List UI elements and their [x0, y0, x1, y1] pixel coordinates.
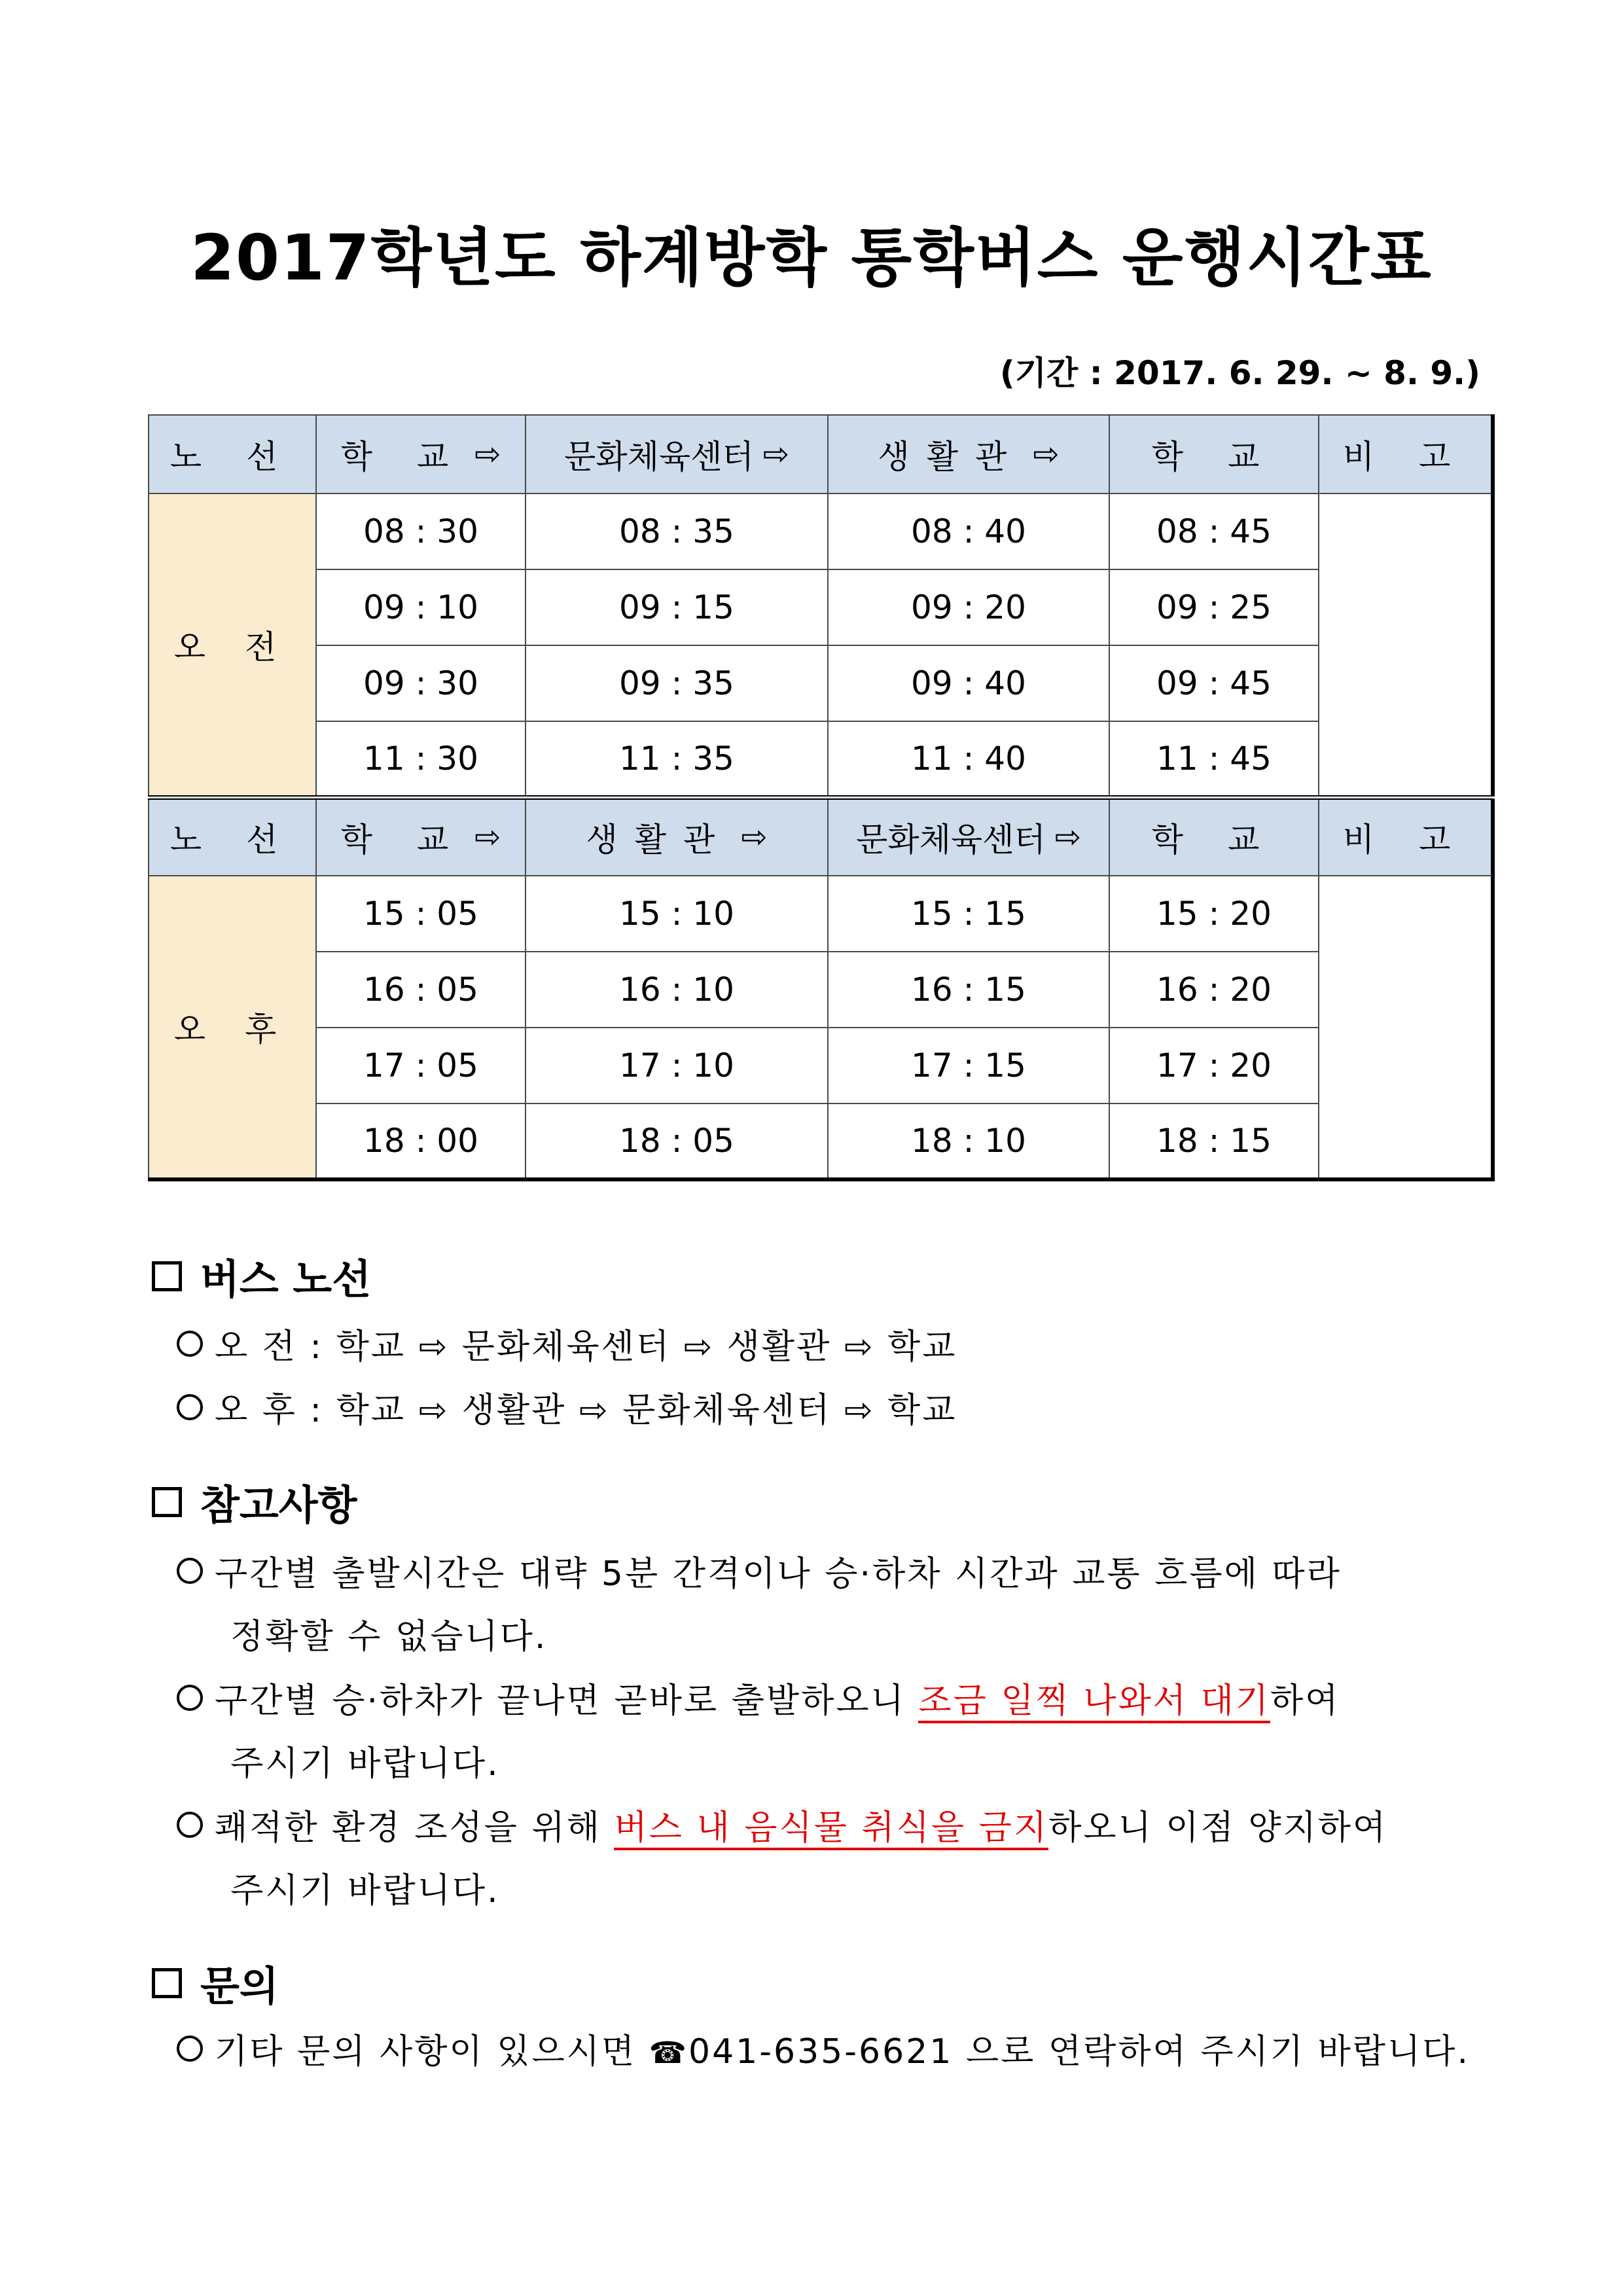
morning-remarks	[1319, 493, 1493, 797]
time-cell: 15 : 10	[526, 876, 828, 952]
schedule-table	[148, 414, 1495, 1181]
time-cell: 16 : 10	[526, 952, 828, 1028]
bullet-circle-icon	[177, 1331, 203, 1357]
time-cell: 15 : 05	[316, 876, 526, 952]
table-row	[149, 721, 1493, 797]
time-cell: 11 : 30	[316, 721, 526, 797]
time-cell: 18 : 05	[526, 1103, 828, 1179]
afternoon-label: 오 후	[149, 876, 316, 1179]
header-stop-1: 학 교 ⇨	[316, 415, 526, 493]
header-route: 노 선	[149, 415, 316, 493]
checkbox-square-icon	[152, 1261, 182, 1291]
time-cell: 09 : 10	[316, 569, 526, 645]
header-remarks: 비 고	[1319, 415, 1493, 493]
period-text: (기간 : 2017. 6. 29. ~ 8. 9.)	[999, 354, 1480, 392]
time-cell: 11 : 45	[1109, 721, 1319, 797]
time-cell: 17 : 10	[526, 1028, 828, 1103]
checkbox-square-icon	[152, 1487, 182, 1517]
time-cell: 09 : 30	[316, 645, 526, 721]
time-cell: 09 : 35	[526, 645, 828, 721]
arrow-icon: ⇨	[1054, 819, 1082, 856]
afternoon-header-row	[149, 797, 1493, 876]
route-morning-line: 오 전 : 학교 ⇨ 문화체육센터 ⇨ 생활관 ⇨ 학교	[177, 1319, 957, 1368]
time-cell: 17 : 20	[1109, 1028, 1319, 1103]
header-remarks: 비 고	[1319, 797, 1493, 876]
table-row	[149, 569, 1493, 645]
contact-section-heading: 문의	[152, 1954, 279, 2012]
header-stop-3: 생활관 ⇨	[828, 415, 1109, 493]
header-stop-1: 학 교 ⇨	[316, 797, 526, 876]
note-1: 구간별 출발시간은 대략 5분 간격이나 승·하차 시간과 교통 흐름에 따라	[177, 1546, 1342, 1595]
time-cell: 08 : 45	[1109, 493, 1319, 569]
time-cell: 18 : 10	[828, 1103, 1109, 1179]
time-cell: 09 : 25	[1109, 569, 1319, 645]
arrow-icon: ⇨	[474, 436, 501, 473]
time-cell: 09 : 45	[1109, 645, 1319, 721]
highlight-text: 버스 내 음식물 취식을 금지	[614, 1808, 1048, 1850]
time-cell: 08 : 40	[828, 493, 1109, 569]
header-stop-3: 문화체육센터 ⇨	[828, 797, 1109, 876]
time-cell: 18 : 00	[316, 1103, 526, 1179]
note-1-continued: 정확할 수 없습니다.	[230, 1617, 548, 1657]
page-title: 2017학년도 하계방학 통학버스 운행시간표	[190, 221, 1433, 295]
phone-icon: ☎	[649, 2035, 688, 2070]
time-cell: 16 : 15	[828, 952, 1109, 1028]
header-stop-2: 문화체육센터 ⇨	[526, 415, 828, 493]
time-cell: 11 : 35	[526, 721, 828, 797]
time-cell: 16 : 05	[316, 952, 526, 1028]
note-3: 쾌적한 환경 조성을 위해 버스 내 음식물 취식을 금지하오니 이점 양지하여	[177, 1800, 1387, 1849]
time-cell: 17 : 05	[316, 1028, 526, 1103]
header-route: 노 선	[149, 797, 316, 876]
arrow-icon: ⇨	[1033, 436, 1060, 473]
table-row	[149, 645, 1493, 721]
time-cell: 18 : 15	[1109, 1103, 1319, 1179]
bullet-circle-icon	[177, 1812, 203, 1838]
bullet-circle-icon	[177, 1394, 203, 1420]
afternoon-remarks	[1319, 876, 1493, 1179]
arrow-icon: ⇨	[741, 819, 768, 856]
time-cell: 08 : 35	[526, 493, 828, 569]
time-cell: 09 : 40	[828, 645, 1109, 721]
bullet-circle-icon	[177, 1558, 203, 1584]
morning-label: 오 전	[149, 493, 316, 797]
arrow-icon: ⇨	[762, 436, 790, 473]
note-2-continued: 주시기 바랍니다.	[230, 1744, 500, 1784]
phone-number: 041-635-6621	[688, 2032, 954, 2072]
route-afternoon-line: 오 후 : 학교 ⇨ 생활관 ⇨ 문화체육센터 ⇨ 학교	[177, 1382, 957, 1431]
note-3-continued: 주시기 바랍니다.	[230, 1871, 500, 1910]
table-row	[149, 1103, 1493, 1179]
table-row	[149, 493, 1493, 569]
notes-section-heading: 참고사항	[152, 1473, 357, 1531]
contact-line: 기타 문의 사항이 있으시면 ☎041-635-6621 으로 연락하여 주시기 바랍니다.	[177, 2024, 1470, 2073]
arrow-icon: ⇨	[474, 819, 501, 856]
note-2: 구간별 승·하차가 끝나면 곧바로 출발하오니 조금 일찍 나와서 대기하여	[177, 1673, 1340, 1722]
time-cell: 08 : 30	[316, 493, 526, 569]
header-stop-4: 학 교	[1109, 797, 1319, 876]
time-cell: 15 : 20	[1109, 876, 1319, 952]
time-cell: 15 : 15	[828, 876, 1109, 952]
route-section-heading: 버스 노선	[152, 1247, 371, 1305]
table-row	[149, 1028, 1493, 1103]
time-cell: 11 : 40	[828, 721, 1109, 797]
time-cell: 09 : 20	[828, 569, 1109, 645]
bullet-circle-icon	[177, 2036, 203, 2062]
table-row	[149, 952, 1493, 1028]
time-cell: 09 : 15	[526, 569, 828, 645]
bullet-circle-icon	[177, 1685, 203, 1711]
header-stop-4: 학 교	[1109, 415, 1319, 493]
checkbox-square-icon	[152, 1968, 182, 1998]
morning-header-row	[149, 415, 1493, 493]
header-stop-2: 생활관 ⇨	[526, 797, 828, 876]
time-cell: 16 : 20	[1109, 952, 1319, 1028]
highlight-text: 조금 일찍 나와서 대기	[918, 1681, 1270, 1723]
time-cell: 17 : 15	[828, 1028, 1109, 1103]
table-row	[149, 876, 1493, 952]
